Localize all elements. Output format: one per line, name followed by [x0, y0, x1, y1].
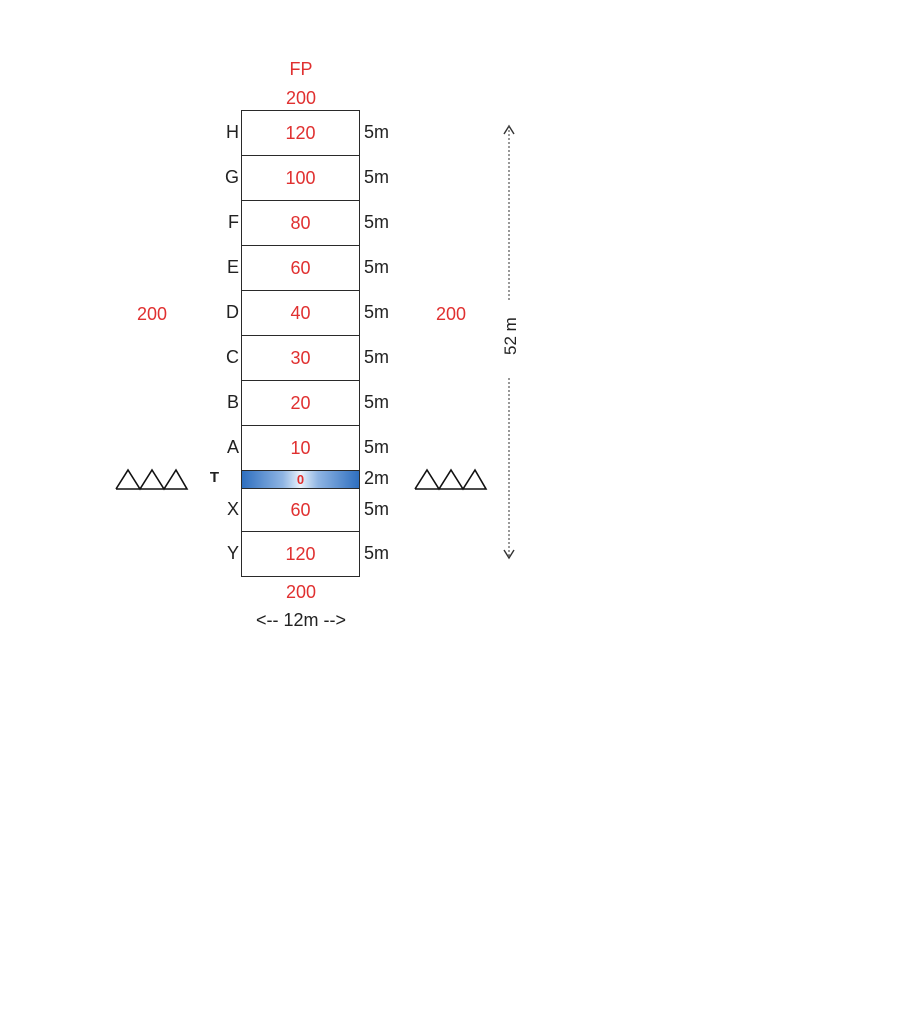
layer-row-b [242, 381, 359, 426]
row-height-e: 5m [364, 257, 390, 277]
layer-row-h [242, 111, 359, 156]
row-letter-h: H [226, 122, 239, 142]
row-letter-g: G [224, 167, 239, 187]
row-letter-f: F [228, 212, 239, 232]
row-height-c: 5m [364, 347, 390, 367]
row-letter-x: X [226, 499, 239, 519]
layer-row-x [242, 489, 359, 532]
layer-row-a [242, 426, 359, 471]
row-letter-c: C [226, 347, 239, 367]
row-height-b: 5m [364, 392, 390, 412]
fp-label: FP [289, 59, 313, 79]
row-letter-b: B [226, 392, 239, 412]
tunnel-row-t [242, 471, 359, 489]
layer-row-d [242, 291, 359, 336]
layer-row-c [242, 336, 359, 381]
layer-row-e [242, 246, 359, 291]
zigzag-terrain-right-icon [414, 467, 488, 491]
right-side-value: 200 [435, 304, 467, 324]
zigzag-terrain-left-icon [115, 467, 189, 491]
row-height-x: 5m [364, 499, 390, 519]
row-height-h: 5m [364, 122, 390, 142]
row-height-t: 2m [364, 468, 390, 488]
layer-value: 60 [290, 499, 311, 520]
layer-value: 30 [290, 347, 311, 368]
bottom-value: 200 [285, 582, 317, 602]
row-letter-d: D [226, 302, 239, 322]
row-letter-y: Y [226, 543, 239, 563]
row-letter-e: E [226, 257, 239, 277]
layer-value: 80 [290, 212, 311, 233]
layer-value: 120 [285, 122, 316, 143]
layer-value: 10 [290, 437, 311, 458]
layer-value: 100 [285, 167, 316, 188]
row-height-a: 5m [364, 437, 390, 457]
row-letter-a: A [226, 437, 239, 457]
row-height-f: 5m [364, 212, 390, 232]
layer-value: 60 [290, 257, 311, 278]
row-height-g: 5m [364, 167, 390, 187]
layer-value: 20 [290, 392, 311, 413]
layer-row-g [242, 156, 359, 201]
tunnel-value: 0 [296, 472, 305, 487]
layer-value: 40 [290, 302, 311, 323]
layer-row-f [242, 201, 359, 246]
row-height-d: 5m [364, 302, 390, 322]
layer-row-y [242, 532, 359, 577]
top-value: 200 [285, 88, 317, 108]
row-height-y: 5m [364, 543, 390, 563]
width-label: <-- 12m --> [255, 610, 347, 630]
layer-value: 120 [285, 543, 316, 564]
left-side-value: 200 [136, 304, 168, 324]
total-height-label: 52 m [501, 317, 520, 355]
row-letter-t: T [209, 469, 219, 486]
